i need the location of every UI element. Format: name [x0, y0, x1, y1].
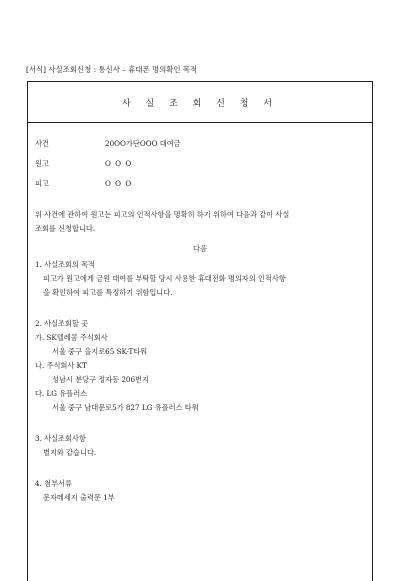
section3-heading: 3. 사실조회사항: [35, 434, 86, 443]
section2-item-1-address: 서울 중구 을지로65 SK-T타워: [52, 347, 148, 356]
plaintiff-value: O O O: [105, 159, 133, 168]
document-frame: [27, 81, 373, 581]
form-header: [서식] 사실조회신청 : 통신사 – 휴대폰 명의확인 목적: [26, 65, 198, 74]
section2-item-3-address: 서울 중구 남대문로5가 827 LG 유플러스 타워: [52, 403, 199, 412]
title-row: [28, 82, 372, 123]
section1-heading: 1. 사실조회의 목적: [35, 260, 96, 269]
plaintiff-label: 원고: [35, 159, 49, 168]
section4-heading: 4. 첨부서류: [35, 479, 72, 488]
intro-line-2: 조회를 신청합니다.: [35, 224, 96, 233]
section2-item-3-name: 다. LG 유플러스: [35, 389, 88, 398]
defendant-value: O O O: [105, 179, 133, 188]
next-heading: 다음: [193, 244, 207, 253]
section2-item-2-name: 나. 주식회사 KT: [35, 361, 87, 370]
document-title: 사 실 조 회 신 청 서: [121, 98, 279, 109]
section2-item-2-address: 성남시 분당구 정자동 206번지: [52, 375, 149, 384]
case-value: 20OO가단OOO 대여금: [105, 139, 181, 148]
section1-line-2: 을 확인하여 피고를 특정하기 위함입니다.: [43, 288, 173, 297]
section2-item-1-name: 가. SK텔레콤 주식회사: [35, 333, 108, 342]
section4-line: 문자메세지 출력문 1부: [43, 493, 115, 502]
section1-line-1: 피고가 원고에게 금원 대여를 부탁할 당시 사용한 휴대전화 명의자의 인적사항: [43, 274, 286, 283]
section2-heading: 2. 사실조회할 곳: [35, 319, 89, 328]
defendant-label: 피고: [35, 179, 49, 188]
section3-line: 별지와 같습니다.: [43, 448, 97, 457]
intro-line-1: 위 사건에 관하여 원고는 피고의 인적사항을 명확히 하기 위하여 다음과 같이 사실: [35, 210, 290, 219]
case-label: 사건: [35, 139, 49, 148]
